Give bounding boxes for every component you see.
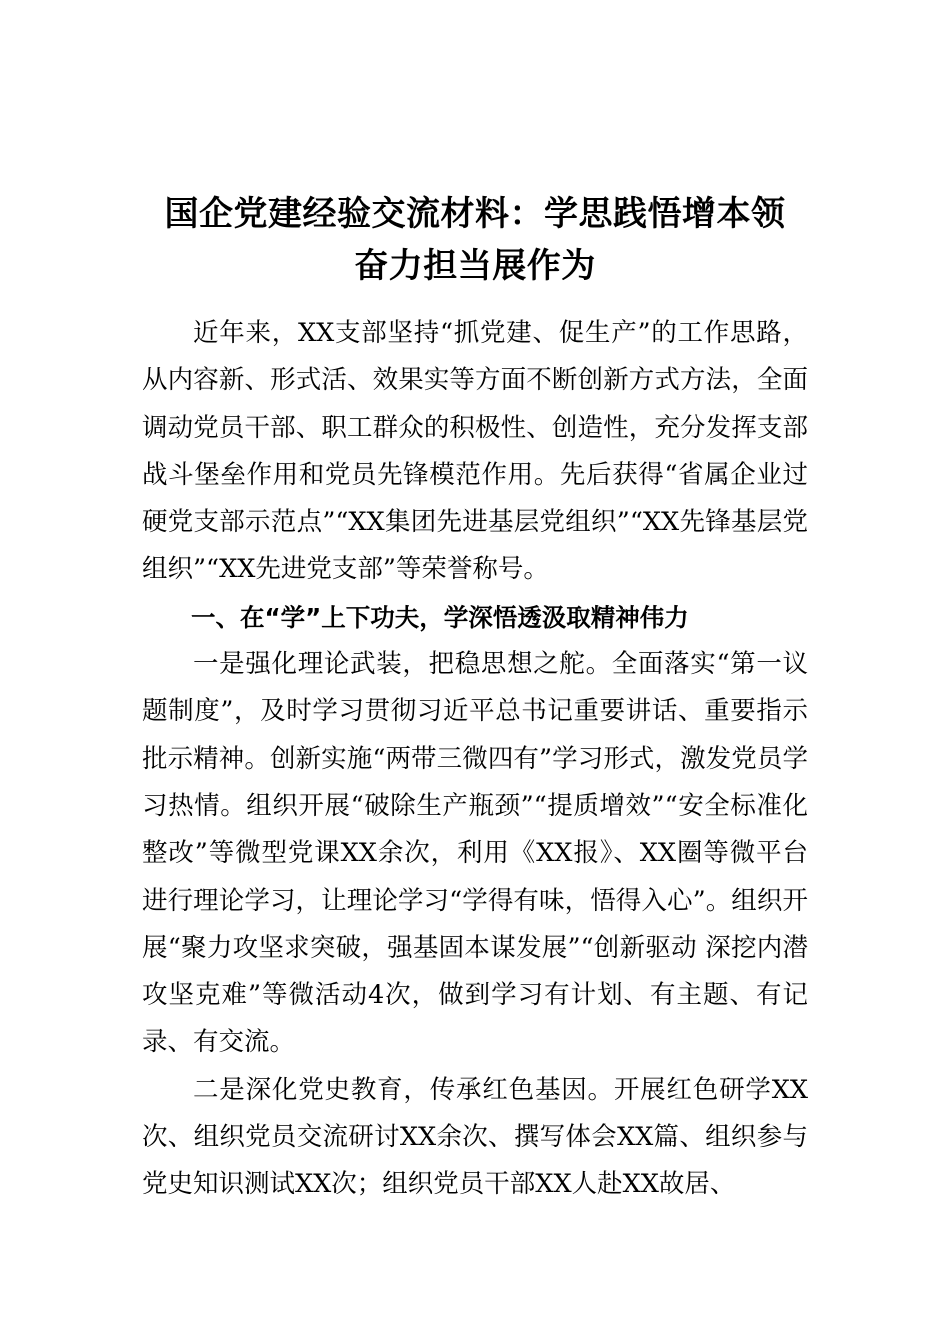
intro-paragraph: 近年来，XX支部坚持“抓党建、促生产”的工作思路，从内容新、形式活、效果实等方面不断创新方式方法，全面调动党员干部、职工群众的积极性、创造性，充分发挥支部战斗堡垒作用和党员先锋模范作用。先后获得“省属企业过硬党支部示范点”“XX集团先进基层党组织”“XX先锋基层党组织”“XX先进党支部”等荣誉称号。: [142, 318, 808, 585]
title-line-2: 奋力担当展作为: [354, 246, 596, 286]
paragraph-1: 一是强化理论武装，把稳思想之舵。全面落实“第一议题制度”，及时学习贯彻习近平总书记重要讲话、重要指示批示精神。创新实施“两带三微四有”学习形式，激发党员学习热情。组织开展“破除生产瓶颈”“提质增效”“安全标准化整改”等微型党课XX余次，利用《XX报》、XX圈等微平台进行理论学习，让理论学习“学得有味，悟得入心”。组织开展“聚力攻坚求突破，强基固本谋发展”“创新驱动 深挖内潜 攻坚克难”等微活动4次，做到学习有计划、有主题、有记录、有交流。: [142, 649, 808, 1058]
title-line-1: 国企党建经验交流材料：学思践悟增本领: [164, 194, 786, 234]
paragraph-2: 二是深化党史教育，传承红色基因。开展红色研学XX次、组织党员交流研讨XX余次、撰写体会XX篇、组织参与党史知识测试XX次；组织党员干部XX人赴XX故居、: [142, 1074, 808, 1200]
document-title: [120, 188, 830, 292]
document-body: [142, 310, 808, 1209]
section-heading-1: 一、在“学”上下功夫，学深悟透汲取精神伟力: [191, 602, 689, 632]
